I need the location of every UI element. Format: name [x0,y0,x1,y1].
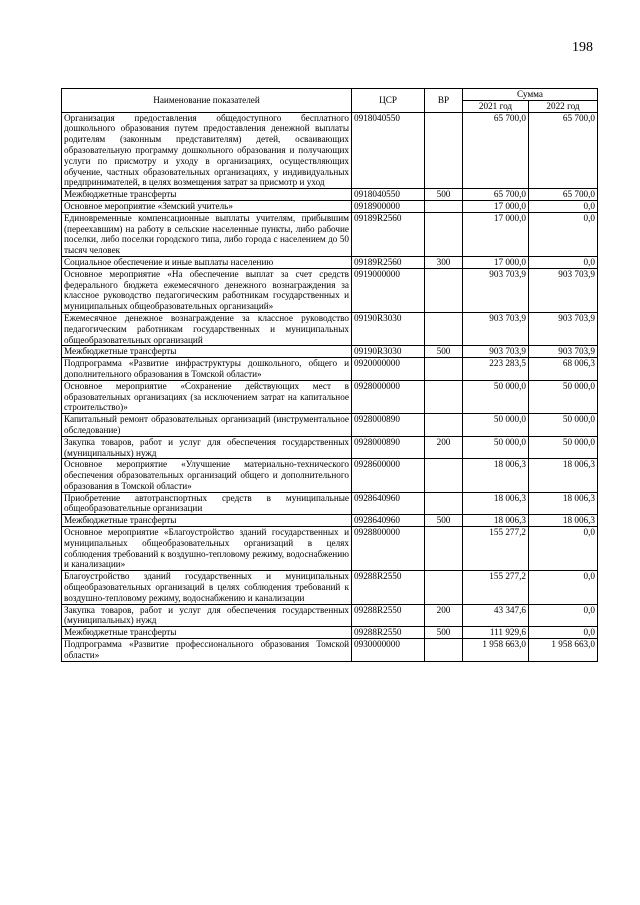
row-vr-code: 500 [425,346,463,358]
table-row [62,112,598,189]
table-row [62,312,598,345]
row-vr-code: 500 [425,515,463,527]
table-row [62,527,598,571]
table-row [62,256,598,268]
row-csr-code: 0918040550 [352,189,425,201]
row-vr-code: 300 [425,256,463,268]
row-vr-code [425,492,463,515]
row-vr-code [425,112,463,189]
row-csr-code: 0930000000 [352,639,425,662]
row-name: Межбюджетные трансферты [62,515,352,527]
row-name: Ежемесячное денежное вознаграждение за классное руководство педагогическим работникам государственных и муниципальных общеобразовательных организаций [62,312,352,345]
row-sum-2022: 50 000,0 [529,414,598,437]
row-name: Закупка товаров, работ и услуг для обеспечения государственных (муниципальных) нужд [62,604,352,627]
row-csr-code: 0928600000 [352,459,425,492]
table-row [62,414,598,437]
row-vr-code [425,312,463,345]
row-vr-code [425,639,463,662]
row-sum-2021: 17 000,0 [463,212,529,256]
header-year-2021: 2021 год [463,100,529,112]
row-name: Благоустройство зданий государственных и муниципальных общеобразовательных организаций в целях соблюдения требований к воздушно-тепловому режиму, водоснабжению и канализации [62,571,352,604]
row-sum-2021: 903 703,9 [463,268,529,312]
row-sum-2022: 1 958 663,0 [529,639,598,662]
row-name: Межбюджетные трансферты [62,346,352,358]
row-sum-2021: 43 347,6 [463,604,529,627]
table-row [62,604,598,627]
row-sum-2022: 0,0 [529,571,598,604]
header-vr: ВР [425,89,463,113]
row-name: Основное мероприятие «Земский учитель» [62,200,352,212]
row-sum-2021: 18 006,3 [463,492,529,515]
row-name: Единовременные компенсационные выплаты учителям, прибывшим (переехавшим) на работу в сельские населенные пункты, либо рабочие поселки, либо поселки городского типа, либо города с населением до 50 тысяч человек [62,212,352,256]
row-sum-2021: 223 283,5 [463,358,529,381]
row-name: Основное мероприятие «Улучшение материально-технического обеспечения образовательных организаций общего и дополнительного образования в Томской области» [62,459,352,492]
row-sum-2021: 155 277,2 [463,527,529,571]
row-vr-code [425,571,463,604]
row-csr-code: 09288R2550 [352,571,425,604]
row-sum-2021: 111 929,6 [463,627,529,639]
row-vr-code: 500 [425,189,463,201]
row-csr-code: 09189R2560 [352,256,425,268]
row-sum-2022: 0,0 [529,604,598,627]
row-vr-code: 200 [425,604,463,627]
row-sum-2021: 155 277,2 [463,571,529,604]
row-csr-code: 09190R3030 [352,312,425,345]
row-csr-code: 0918900000 [352,200,425,212]
row-sum-2022: 18 006,3 [529,459,598,492]
row-name: Подпрограмма «Развитие профессионального образования Томской области» [62,639,352,662]
row-sum-2021: 18 006,3 [463,459,529,492]
row-vr-code [425,527,463,571]
row-csr-code: 0928000000 [352,380,425,413]
row-vr-code [425,212,463,256]
row-name: Основное мероприятие «На обеспечение выплат за счет средств федерального бюджета ежемесячного денежного вознаграждения за классное руководство педагогическим работникам государственных и муниципальных общеобразовательных организаций» [62,268,352,312]
row-sum-2022: 0,0 [529,256,598,268]
row-sum-2021: 903 703,9 [463,312,529,345]
row-vr-code: 500 [425,627,463,639]
row-sum-2021: 50 000,0 [463,414,529,437]
table-row [62,358,598,381]
table-row [62,627,598,639]
table-row [62,571,598,604]
row-name: Межбюджетные трансферты [62,189,352,201]
row-csr-code: 0920000000 [352,358,425,381]
row-sum-2021: 50 000,0 [463,436,529,459]
row-name: Социальное обеспечение и иные выплаты населению [62,256,352,268]
row-sum-2021: 17 000,0 [463,200,529,212]
header-sum: Сумма [463,89,598,101]
row-name: Приобретение автотранспортных средств в муниципальные общеобразовательные организации [62,492,352,515]
row-sum-2021: 18 006,3 [463,515,529,527]
table-row [62,200,598,212]
row-csr-code: 09288R2550 [352,604,425,627]
budget-table [61,88,598,662]
row-csr-code: 09190R3030 [352,346,425,358]
row-sum-2021: 17 000,0 [463,256,529,268]
row-sum-2021: 65 700,0 [463,112,529,189]
row-sum-2022: 0,0 [529,212,598,256]
row-sum-2022: 68 006,3 [529,358,598,381]
row-vr-code [425,380,463,413]
table-row [62,346,598,358]
row-csr-code: 0918040550 [352,112,425,189]
row-name: Капитальный ремонт образовательных организаций (инструментальное обследование) [62,414,352,437]
table-body [62,112,598,661]
row-sum-2022: 18 006,3 [529,492,598,515]
header-name: Наименование показателей [62,89,352,113]
row-name: Подпрограмма «Развитие инфраструктуры дошкольного, общего и дополнительного образования в Томской области» [62,358,352,381]
row-sum-2022: 0,0 [529,200,598,212]
row-name: Закупка товаров, работ и услуг для обеспечения государственных (муниципальных) нужд [62,436,352,459]
row-sum-2022: 50 000,0 [529,436,598,459]
row-sum-2022: 65 700,0 [529,112,598,189]
table-row [62,212,598,256]
row-csr-code: 09288R2550 [352,627,425,639]
row-sum-2022: 65 700,0 [529,189,598,201]
table-row [62,639,598,662]
table-row [62,492,598,515]
header-year-2022: 2022 год [529,100,598,112]
row-sum-2021: 65 700,0 [463,189,529,201]
row-vr-code [425,459,463,492]
row-sum-2022: 903 703,9 [529,268,598,312]
row-sum-2021: 903 703,9 [463,346,529,358]
row-csr-code: 0928800000 [352,527,425,571]
table-row [62,459,598,492]
page-number: 198 [572,40,593,55]
row-vr-code [425,268,463,312]
row-sum-2022: 903 703,9 [529,312,598,345]
row-csr-code: 0928640960 [352,492,425,515]
table-row [62,436,598,459]
table-row [62,380,598,413]
row-csr-code: 0928640960 [352,515,425,527]
row-sum-2022: 0,0 [529,527,598,571]
table-row [62,268,598,312]
row-sum-2022: 50 000,0 [529,380,598,413]
header-csr: ЦСР [352,89,425,113]
row-vr-code [425,414,463,437]
row-sum-2021: 50 000,0 [463,380,529,413]
table-header-row [62,89,598,101]
row-name: Основное мероприятие «Сохранение действующих мест в образовательных организациях (за исключением затрат на капитальное строительство)» [62,380,352,413]
row-sum-2022: 0,0 [529,627,598,639]
row-vr-code [425,200,463,212]
row-sum-2022: 903 703,9 [529,346,598,358]
row-sum-2022: 18 006,3 [529,515,598,527]
row-name: Основное мероприятие «Благоустройство зданий государственных и муниципальных общеобразовательных организаций в целях соблюдения требований к воздушно-тепловому режиму, водоснабжению и канализации» [62,527,352,571]
table-row [62,189,598,201]
row-sum-2021: 1 958 663,0 [463,639,529,662]
row-name: Межбюджетные трансферты [62,627,352,639]
table-row [62,515,598,527]
row-vr-code [425,358,463,381]
row-csr-code: 0928000890 [352,414,425,437]
row-csr-code: 09189R2560 [352,212,425,256]
row-csr-code: 0928000890 [352,436,425,459]
row-name: Организация предоставления общедоступного бесплатного дошкольного образования путем предоставления денежной выплаты родителям (законным представителям) детей, осваивающих образовательную программу дошкольного образования и получающих услуги по присмотру и уходу в организациях, осуществляющих обучение, частных образовательных организациях, у индивидуальных предпринимателей, в целях возмещения затрат за присмотр и уход [62,112,352,189]
row-vr-code: 200 [425,436,463,459]
row-csr-code: 0919000000 [352,268,425,312]
